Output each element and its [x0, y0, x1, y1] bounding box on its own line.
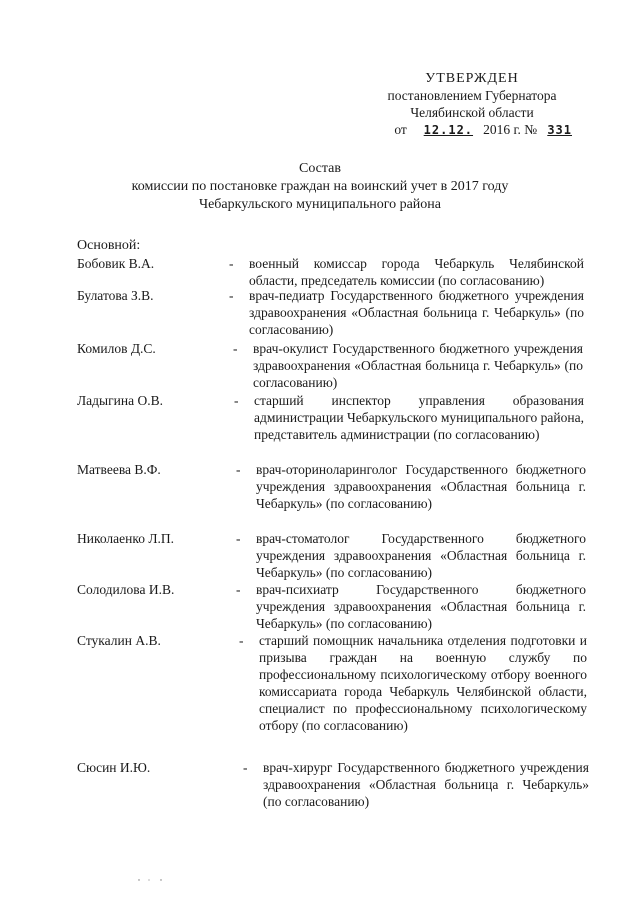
member-name: Бобовик В.А.: [77, 256, 155, 271]
year-text: 2016 г. №: [483, 122, 538, 137]
member-row: [77, 340, 597, 391]
member-name: Стукалин А.В.: [77, 633, 161, 648]
member-name: Сюсин И.Ю.: [77, 760, 151, 775]
member-dash: -: [243, 760, 248, 775]
approval-date-line: [372, 121, 572, 139]
document-title: [60, 160, 580, 214]
member-name: Булатова З.В.: [77, 288, 154, 303]
member-row: [77, 255, 597, 289]
member-row: [77, 287, 597, 338]
member-role: военный комиссар города Чебаркуль Челябинской области, председатель комиссии (по согласованию): [249, 256, 584, 288]
date-value: 12.12.: [423, 123, 474, 137]
member-role: врач-окулист Государственного бюджетного учреждения здравоохранения «Областная больница г. Чебаркуль» (по согласованию): [253, 341, 583, 390]
member-dash: -: [239, 633, 244, 648]
title-line-2: комиссии по постановке граждан на воинский учет в 2017 году: [131, 179, 509, 194]
approval-line-2: Челябинской области: [410, 105, 534, 120]
scan-specks: [135, 878, 175, 882]
member-name: Комилов Д.С.: [77, 341, 156, 356]
member-row: [77, 461, 597, 529]
member-dash: -: [233, 341, 238, 356]
member-role: старший помощник начальника отделения подготовки и призыва граждан на военную службу по профессиональному психологическому отбору военного комиссариата города Чебаркуль Челябинской области, специалист по профессиональному психологическому отбору (по согласованию): [259, 633, 587, 733]
member-dash: -: [236, 531, 241, 546]
member-row: [77, 632, 597, 751]
approval-line-1: постановлением Губернатора: [387, 88, 557, 103]
member-role: врач-оториноларинголог Государственного бюджетного учреждения здравоохранения «Областная больница г. Чебаркуль» (по согласованию): [256, 462, 586, 511]
member-row: [77, 759, 597, 810]
member-row: [77, 581, 597, 632]
member-role: врач-стоматолог Государственного бюджетного учреждения здравоохранения «Областная больница г. Чебаркуль» (по согласованию): [256, 531, 586, 580]
section-label: Основной:: [77, 238, 141, 253]
member-name: Матвеева В.Ф.: [77, 462, 161, 477]
approval-heading: УТВЕРЖДЕН: [425, 71, 519, 86]
title-line-1: Состав: [298, 161, 341, 176]
member-role: врач-психиатр Государственного бюджетного учреждения здравоохранения «Областная больница г. Чебаркуль» (по согласованию): [256, 582, 586, 631]
member-dash: -: [234, 393, 239, 408]
member-row: [77, 530, 597, 581]
member-dash: -: [229, 288, 234, 303]
title-line-3: Чебаркульского муниципального района: [198, 197, 442, 212]
member-role: врач-хирург Государственного бюджетного учреждения здравоохранения «Областная больница г. Чебаркуль» (по согласованию): [263, 760, 589, 809]
member-name: Ладыгина О.В.: [77, 393, 163, 408]
decree-number: 331: [547, 123, 572, 137]
member-name: Николаенко Л.П.: [77, 531, 175, 546]
member-name: Солодилова И.В.: [77, 582, 175, 597]
member-role: старший инспектор управления образования администрации Чебаркульского муниципального района, представитель администрации (по согласованию): [254, 393, 584, 442]
approval-block: [372, 70, 572, 139]
member-dash: -: [236, 462, 241, 477]
member-row: [77, 392, 597, 460]
date-prefix: от: [394, 122, 407, 137]
member-dash: -: [236, 582, 241, 597]
member-role: врач-педиатр Государственного бюджетного учреждения здравоохранения «Областная больница г. Чебаркуль» (по согласованию): [249, 288, 584, 337]
member-dash: -: [229, 256, 234, 271]
